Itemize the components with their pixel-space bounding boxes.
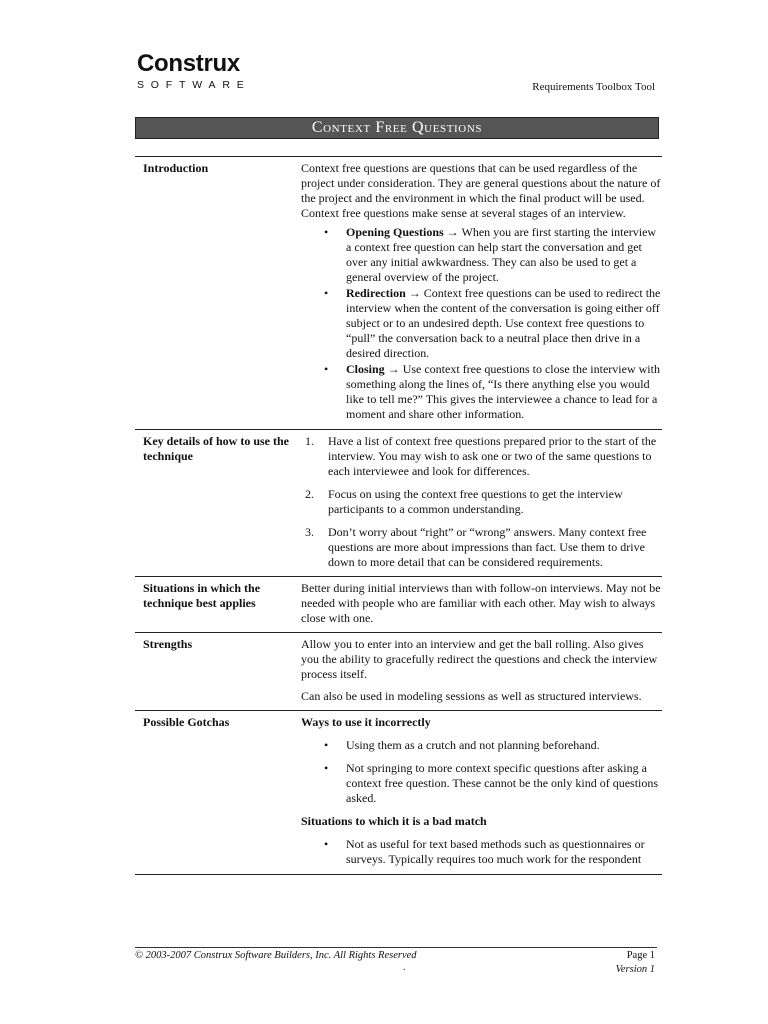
footer-page-number: Page 1 (626, 950, 655, 961)
row-strengths (135, 633, 662, 711)
key-numbered-list (301, 434, 662, 570)
bullet-icon: • (324, 761, 329, 775)
row-label: Key details of how to use the technique (143, 434, 289, 463)
header-tool-label: Requirements Toolbox Tool (532, 81, 655, 93)
intro-paragraph: Context free questions are questions that can be used regardless of the project under consideration. They are general questions about the nature of the project and the environment in which the final product will be used. Context free questions make sense at several stages of an interview. (301, 161, 661, 220)
bullet-icon: • (324, 362, 329, 376)
bullet-term: Closing (346, 362, 385, 376)
row-label: Situations in which the technique best applies (143, 581, 261, 610)
logo-wordmark: Construx (137, 50, 240, 77)
bullet-icon: • (324, 225, 329, 239)
bullet-icon: • (324, 738, 329, 752)
row-introduction (135, 157, 662, 430)
list-item (301, 738, 662, 753)
row-gotchas (135, 711, 662, 875)
footer-dot: . (403, 962, 406, 973)
item-number: 2. (305, 487, 314, 501)
list-item (301, 434, 662, 479)
list-item (301, 362, 662, 422)
list-item (301, 225, 662, 285)
footer-copyright: © 2003-2007 Construx Software Builders, Inc. All Rights Reserved (135, 950, 417, 961)
list-item (301, 286, 662, 361)
list-item (301, 525, 662, 570)
construx-logo (137, 52, 251, 91)
list-item (301, 487, 662, 517)
row-label: Introduction (143, 161, 209, 175)
bullet-text: Not springing to more context specific questions after asking a context free question. These cannot be the only kind of questions asked. (346, 761, 659, 805)
footer-version: Version 1 (615, 964, 655, 975)
bullet-text: Using them as a crutch and not planning beforehand. (346, 738, 600, 752)
bullet-icon: • (324, 837, 329, 851)
bullet-text: → Context free questions can be used to redirect the interview when the content of the conversation is going either off subject or to an undesired depth. Use context free questions to “pull” the conversation back to a neutral place then drive in a desired direction. (346, 286, 661, 360)
bullet-term: Redirection (346, 286, 406, 300)
item-text: Focus on using the context free questions to get the interview participants to a common understanding. (328, 487, 623, 516)
row-label: Strengths (143, 637, 193, 651)
bullet-term: Opening Questions (346, 225, 444, 239)
bullet-text: Not as useful for text based methods such as questionnaires or surveys. Typically requires too much work for the respondent (346, 837, 645, 866)
row-situations (135, 577, 662, 633)
intro-bullet-list (301, 225, 662, 422)
gotchas-heading-1: Ways to use it incorrectly (301, 715, 431, 729)
gotchas-heading-2: Situations to which it is a bad match (301, 814, 487, 828)
row-content (301, 430, 662, 577)
row-content (301, 633, 662, 711)
footer-divider (135, 947, 657, 948)
row-content (301, 157, 662, 430)
page-title: Context Free Questions (135, 117, 659, 139)
item-number: 3. (305, 525, 314, 539)
logo-subtitle: SOFTWARE (137, 79, 251, 91)
bullet-text: → When you are first starting the interview a context free question can help start the conversation and get over any initial awkwardness. They can also be used to get a general overview of the project. (346, 225, 657, 284)
row-key-details (135, 430, 662, 577)
item-text: Have a list of context free questions prepared prior to the start of the interview. You may wish to ask one or two of the same questions to each interviewee and look for differences. (328, 434, 657, 478)
content-table (135, 156, 662, 875)
list-item (301, 837, 662, 867)
row-label: Possible Gotchas (143, 715, 230, 729)
strengths-paragraph-2: Can also be used in modeling sessions as well as structured interviews. (301, 689, 642, 703)
bullet-text: → Use context free questions to close the interview with something along the lines of, “Is there anything else you would like to tell me?” This gives the interviewee a chance to lead for a moment and share other information. (346, 362, 660, 421)
list-item (301, 761, 662, 806)
row-content (301, 711, 662, 875)
gotchas-bullet-list-2 (301, 837, 662, 867)
item-number: 1. (305, 434, 314, 448)
gotchas-bullet-list-1 (301, 738, 662, 806)
strengths-paragraph-1: Allow you to enter into an interview and get the ball rolling. Also gives you the ability to gracefully redirect the questions and check the interview process itself. (301, 637, 658, 681)
bullet-icon: • (324, 286, 329, 300)
item-text: Don’t worry about “right” or “wrong” answers. Many context free questions are more about impressions than fact. Use them to drive down to more detail that can be considered requirements. (328, 525, 647, 569)
row-content: Better during initial interviews than with follow-on interviews. May not be needed with people who are familiar with each other. May wish to always close with one. (301, 581, 661, 625)
